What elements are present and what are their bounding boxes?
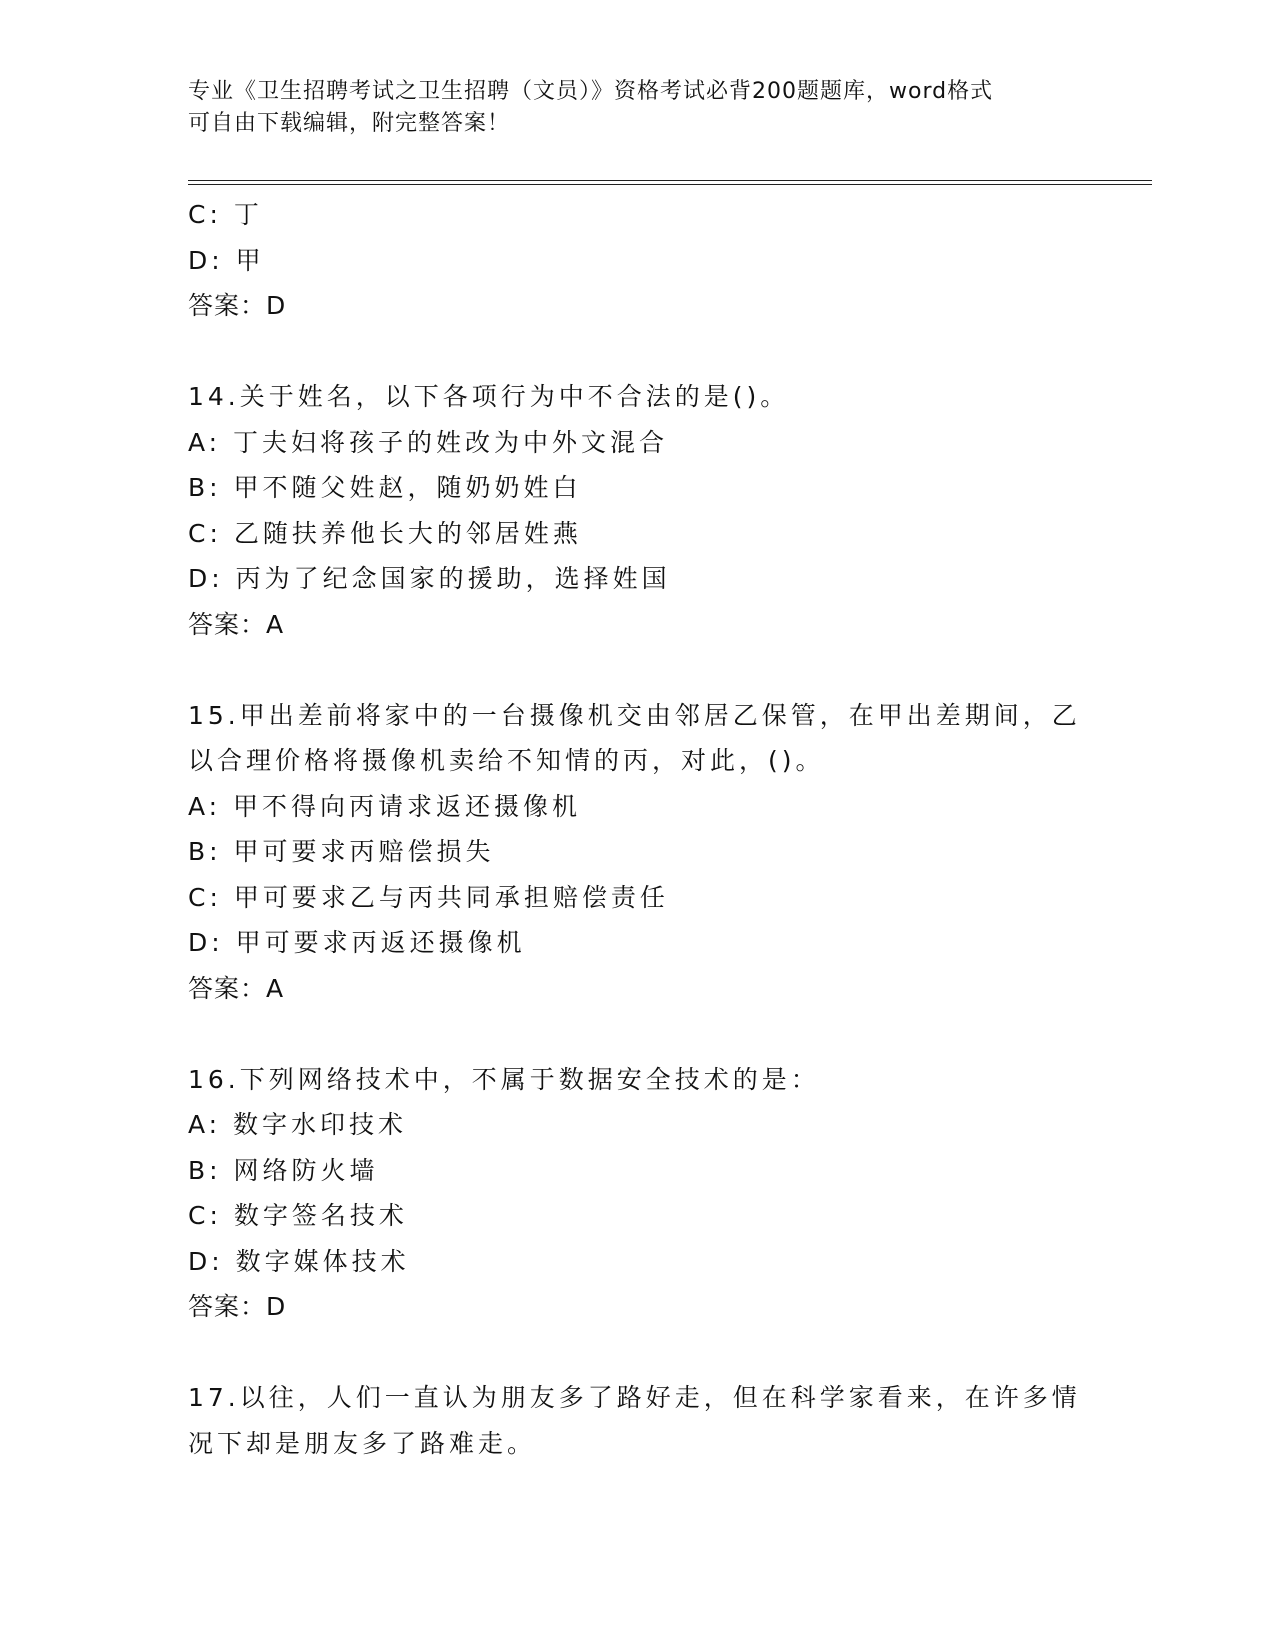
question-16 bbox=[188, 1057, 1088, 1330]
answer-line: 答案：A bbox=[188, 609, 285, 639]
option-d: D: 数字媒体技术 bbox=[188, 1246, 410, 1276]
question-stem bbox=[188, 1375, 1088, 1466]
option-b: B: 甲可要求丙赔偿损失 bbox=[188, 837, 495, 866]
question-13-tail bbox=[188, 192, 1088, 329]
option-c: C: 甲可要求乙与丙共同承担赔偿责任 bbox=[188, 882, 669, 912]
option-a: A: 丁夫妇将孩子的姓改为中外文混合 bbox=[188, 427, 669, 457]
option-c: C: 乙随扶养他长大的邻居姓燕 bbox=[188, 518, 582, 548]
option-b: B: 甲不随父姓赵，随奶奶姓白 bbox=[188, 473, 582, 502]
header-title-line-1: 专业《卫生招聘考试之卫生招聘（文员）》资格考试必背200题题库，word格式 bbox=[188, 79, 994, 104]
page-header bbox=[188, 76, 1088, 140]
option-a: A: 数字水印技术 bbox=[188, 1110, 408, 1139]
spacer bbox=[188, 329, 1088, 375]
question-17 bbox=[188, 1375, 1088, 1466]
option-c: C: 丁 bbox=[188, 200, 263, 229]
option-a: A: 甲不得向丙请求返还摄像机 bbox=[188, 791, 582, 821]
stem-line: 17.以往，人们一直认为朋友多了路好走，但在科学家看来，在许多情 bbox=[188, 1383, 1081, 1412]
stem-line: 况下却是朋友多了路难走。 bbox=[188, 1428, 537, 1458]
header-title-line-2: 可自由下载编辑，附完整答案！ bbox=[188, 111, 511, 136]
stem-line: 15.甲出差前将家中的一台摄像机交由邻居乙保管，在甲出差期间，乙 bbox=[188, 700, 1081, 730]
spacer bbox=[188, 647, 1088, 693]
header-divider-bottom bbox=[188, 184, 1152, 185]
question-15 bbox=[188, 693, 1088, 1012]
question-stem bbox=[188, 693, 1088, 784]
stem-line: 14.关于姓名，以下各项行为中不合法的是()。 bbox=[188, 382, 790, 411]
question-list bbox=[188, 192, 1088, 1466]
answer-line: 答案：A bbox=[188, 973, 285, 1003]
question-stem bbox=[188, 1057, 1088, 1103]
option-d: D: 甲可要求丙返还摄像机 bbox=[188, 928, 526, 957]
option-d: D: 丙为了纪念国家的援助，选择姓国 bbox=[188, 564, 671, 593]
spacer bbox=[188, 1011, 1088, 1057]
option-d: D: 甲 bbox=[188, 245, 265, 275]
answer-line: 答案：D bbox=[188, 291, 287, 320]
option-b: B: 网络防火墙 bbox=[188, 1155, 379, 1185]
header-divider-top bbox=[188, 180, 1152, 181]
question-14 bbox=[188, 374, 1088, 647]
spacer bbox=[188, 1330, 1088, 1376]
option-c: C: 数字签名技术 bbox=[188, 1201, 408, 1230]
stem-line: 以合理价格将摄像机卖给不知情的丙，对此，()。 bbox=[188, 746, 825, 775]
stem-line: 16.下列网络技术中，不属于数据安全技术的是： bbox=[188, 1064, 820, 1094]
answer-line: 答案：D bbox=[188, 1292, 287, 1321]
question-stem bbox=[188, 374, 1088, 420]
